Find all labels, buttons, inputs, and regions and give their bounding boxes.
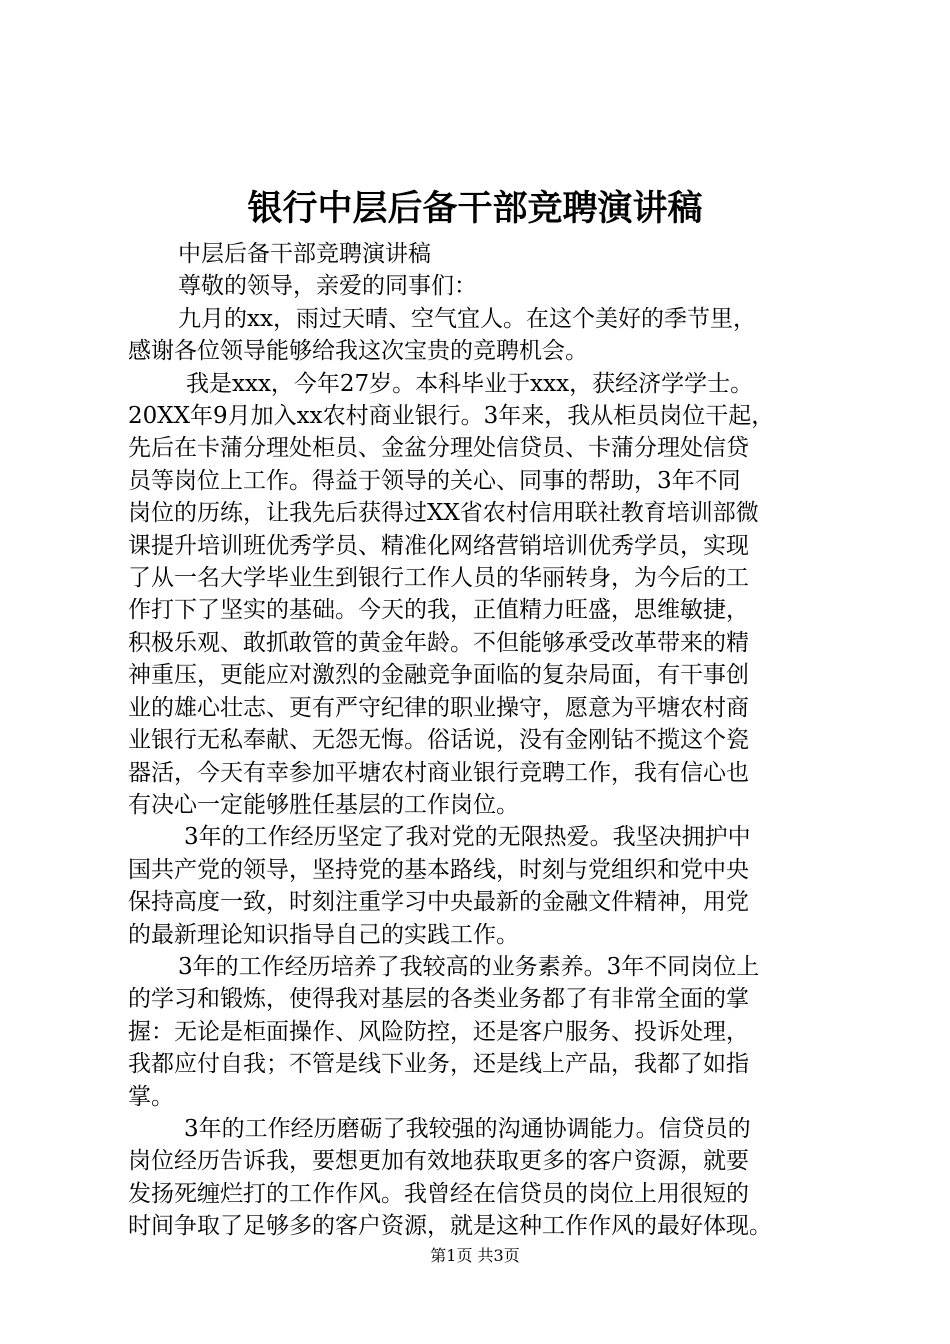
text-line: 员等岗位上工作。得益于领导的关心、同事的帮助，3年不同 [128,467,741,494]
text-line: 器活，今天有幸参加平塘农村商业银行竞聘工作，我有信心也 [128,759,749,786]
document-title: 银行中层后备干部竞聘演讲稿 [247,189,703,229]
page-footer: 第1页 共3页 [430,1246,520,1265]
text-line: 的学习和锻炼，使得我对基层的各类业务都了有非常全面的掌 [128,986,749,1013]
text-line: 积极乐观、敢抓敢管的黄金年龄。不但能够承受改革带来的精 [128,629,749,656]
text-line: 岗位的历练，让我先后获得过XX省农村信用联社教育培训部微 [128,500,759,527]
text-line: 保持高度一致，时刻注重学习中央最新的金融文件精神，用党 [128,889,749,916]
text-line: 的最新理论知识指导自己的实践工作。 [128,921,519,948]
text-line: 岗位经历告诉我，要想更加有效地获取更多的客户资源，就要 [128,1148,749,1175]
text-line: 我是xxx，今年27岁。本科毕业于xxx，获经济学学士。 [186,370,754,397]
paragraph-opening [128,303,848,368]
text-line: 国共产党的领导，坚持党的基本路线，时刻与党组织和党中央 [128,856,749,883]
text-line: 神重压，更能应对激烈的金融竞争面临的复杂局面，有干事创 [128,662,749,689]
text-line: 发扬死缠烂打的工作作风。我曾经在信贷员的岗位上用很短的 [128,1180,749,1207]
paragraph-communication [128,1113,848,1243]
text-line: 掌。 [128,1083,174,1110]
text-line: 了从一名大学毕业生到银行工作人员的华丽转身，为今后的工 [128,565,749,592]
text-line: 有决心一定能够胜任基层的工作岗位。 [128,791,519,818]
text-line: 20XX年9月加入xx农村商业银行。3年来，我从柜员岗位干起， [128,403,775,430]
text-line: 3年的工作经历培养了我较高的业务素养。3年不同岗位上 [178,953,760,980]
text-line: 感谢各位领导能够给我这次宝贵的竞聘机会。 [128,338,588,365]
text-line: 业银行无私奉献、无怨无悔。俗话说，没有金刚钻不揽这个瓷 [128,727,749,754]
text-line: 中层后备干部竞聘演讲稿 [178,241,431,267]
paragraph-subtitle [128,238,848,270]
text-line: 业的雄心壮志、更有严守纪律的职业操守，愿意为平塘农村商 [128,694,749,721]
text-line: 课提升培训班优秀学员、精准化网络营销培训优秀学员，实现 [128,532,749,559]
text-line: 3年的工作经历坚定了我对党的无限热爱。我坚决拥护中 [184,824,751,851]
paragraph-business-skills [128,951,848,1113]
text-line: 尊敬的领导，亲爱的同事们： [178,273,477,300]
text-line: 我都应付自我；不管是线下业务，还是线上产品，我都了如指 [128,1051,749,1078]
document-body [128,238,848,1243]
text-line: 九月的xx，雨过天晴、空气宜人。在这个美好的季节里， [178,305,756,332]
text-line: 时间争取了足够多的客户资源，就是这种工作作风的最好体现。 [128,1213,772,1240]
text-line: 3年的工作经历磨砺了我较强的沟通协调能力。信贷员的 [184,1115,751,1142]
paragraph-introduction [128,368,848,822]
paragraph-party-loyalty [128,821,848,951]
paragraph-salutation [128,270,848,302]
text-line: 作打下了坚实的基础。今天的我，正值精力旺盛，思维敏捷， [128,597,749,624]
text-line: 先后在卡蒲分理处柜员、金盆分理处信贷员、卡蒲分理处信贷 [128,435,749,462]
text-line: 握：无论是柜面操作、风险防控，还是客户服务、投诉处理， [128,1018,749,1045]
